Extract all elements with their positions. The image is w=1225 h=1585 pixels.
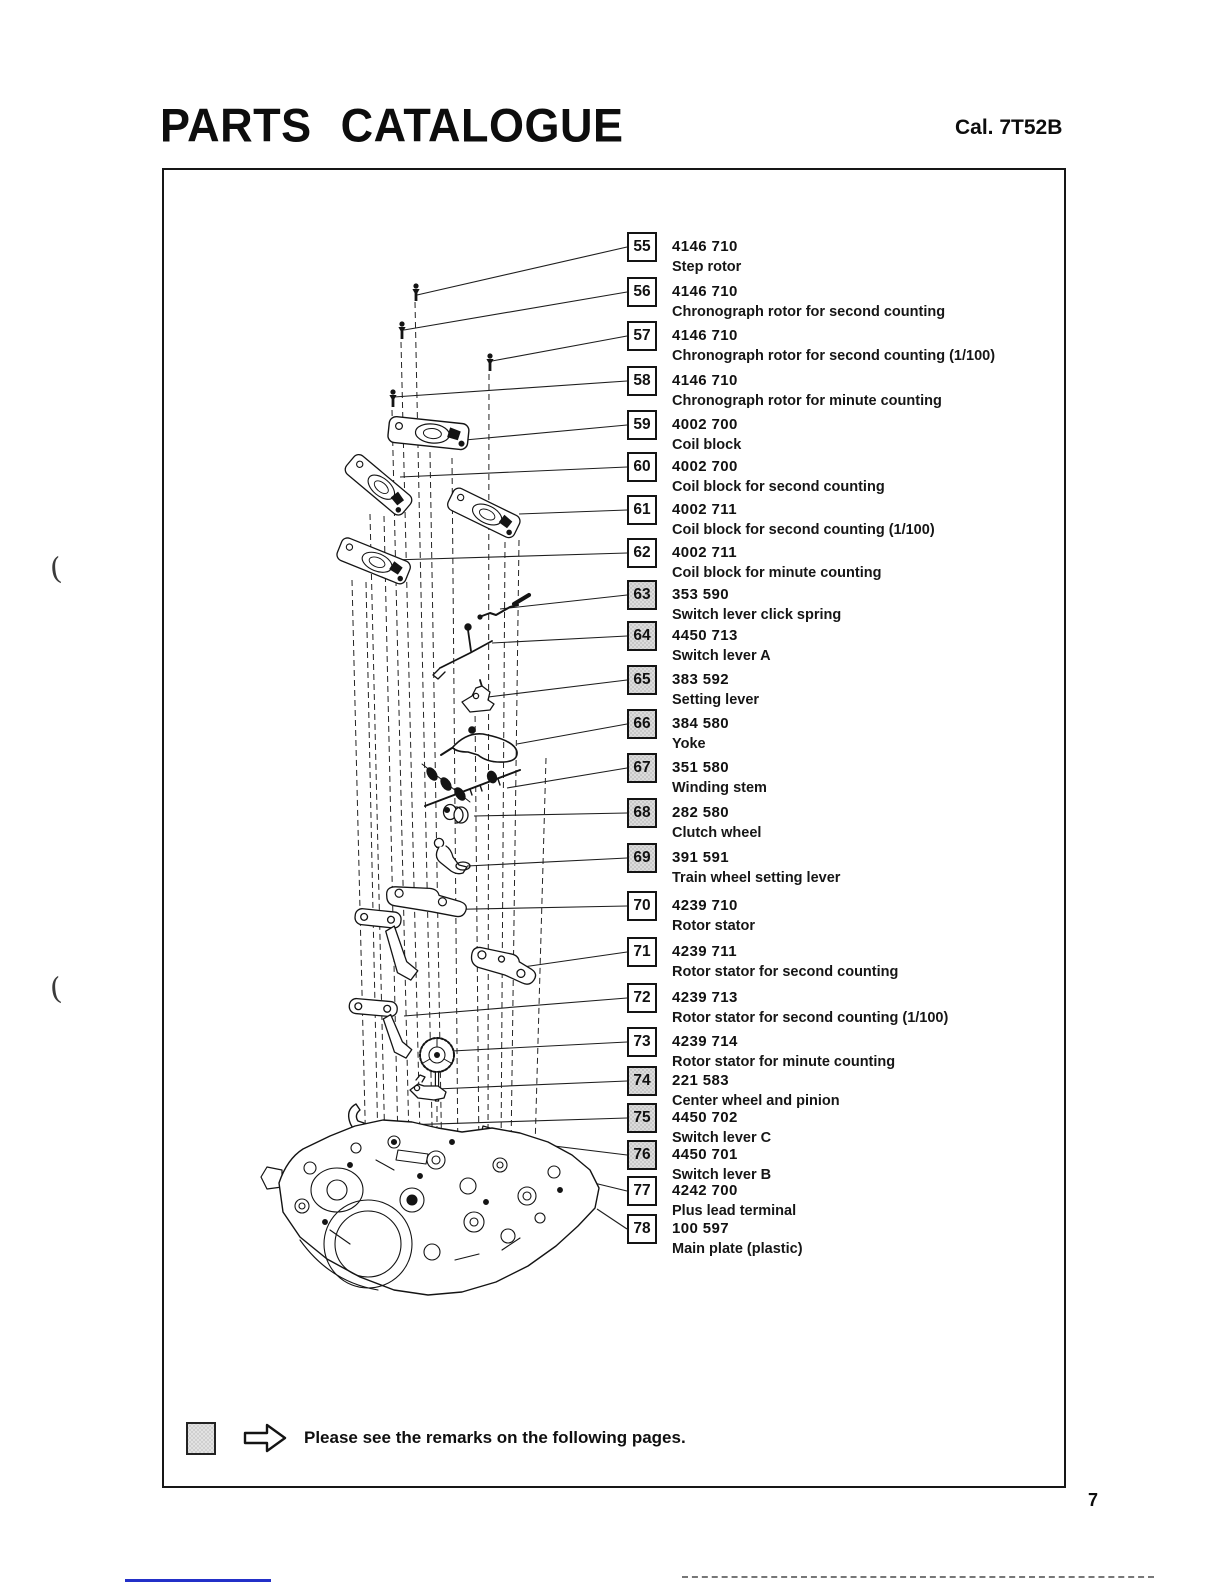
part-number: 4239 710 bbox=[672, 897, 738, 914]
part-number: 4242 700 bbox=[672, 1182, 738, 1199]
part-number: 4450 702 bbox=[672, 1109, 738, 1126]
part-number: 384 580 bbox=[672, 715, 730, 732]
page-number: 7 bbox=[1088, 1490, 1099, 1510]
part-ref-box: 76 bbox=[627, 1140, 657, 1170]
part-entry bbox=[672, 325, 995, 367]
part-name: Chronograph rotor for minute counting bbox=[672, 393, 942, 409]
part-ref-box: 69 bbox=[627, 843, 657, 873]
part-ref-box: 74 bbox=[627, 1066, 657, 1096]
part-ref-box: 64 bbox=[627, 621, 657, 651]
part-entry bbox=[672, 584, 841, 626]
part-name: Coil block for minute counting bbox=[672, 565, 882, 581]
part-number: 4002 711 bbox=[672, 501, 737, 518]
part-ref-box: 67 bbox=[627, 753, 657, 783]
part-ref-box: 58 bbox=[627, 366, 657, 396]
part-entry bbox=[672, 847, 840, 889]
part-name: Rotor stator bbox=[672, 918, 755, 934]
part-entry bbox=[672, 1107, 771, 1149]
part-ref-box: 57 bbox=[627, 321, 657, 351]
part-number: 4146 710 bbox=[672, 327, 738, 344]
part-entry bbox=[672, 757, 767, 799]
part-entry bbox=[672, 1180, 796, 1222]
part-ref-box: 70 bbox=[627, 891, 657, 921]
caliber-label: Cal. 7T52B bbox=[955, 116, 1063, 139]
part-name: Rotor stator for second counting bbox=[672, 964, 899, 980]
part-entry bbox=[672, 456, 885, 498]
part-name: Switch lever C bbox=[672, 1130, 772, 1146]
part-number: 4002 700 bbox=[672, 458, 738, 475]
part-number: 100 597 bbox=[672, 1220, 730, 1237]
part-ref-box: 72 bbox=[627, 983, 657, 1013]
part-name: Coil block for second counting bbox=[672, 479, 885, 495]
part-ref-box: 60 bbox=[627, 452, 657, 482]
part-ref-box: 77 bbox=[627, 1176, 657, 1206]
part-name: Setting lever bbox=[672, 692, 760, 708]
part-entry bbox=[672, 669, 759, 711]
part-ref-box: 59 bbox=[627, 410, 657, 440]
page-title: PARTS CATALOGUE bbox=[160, 98, 624, 153]
part-ref-box: 66 bbox=[627, 709, 657, 739]
part-ref-box: 73 bbox=[627, 1027, 657, 1057]
part-ref-box: 63 bbox=[627, 580, 657, 610]
part-number: 383 592 bbox=[672, 671, 730, 688]
part-number: 4450 701 bbox=[672, 1146, 738, 1163]
part-name: Step rotor bbox=[672, 259, 742, 275]
part-entry bbox=[672, 941, 898, 983]
part-name: Center wheel and pinion bbox=[672, 1093, 840, 1109]
arrow-right-icon bbox=[242, 1422, 288, 1454]
part-ref-box: 55 bbox=[627, 232, 657, 262]
part-name: Train wheel setting lever bbox=[672, 870, 841, 886]
part-name: Chronograph rotor for second counting bbox=[672, 304, 946, 320]
part-number: 4239 711 bbox=[672, 943, 737, 960]
part-name: Plus lead terminal bbox=[672, 1203, 797, 1219]
scan-artifact-blue-line bbox=[125, 1579, 271, 1582]
part-name: Main plate (plastic) bbox=[672, 1241, 803, 1257]
part-number: 221 583 bbox=[672, 1072, 730, 1089]
part-number: 282 580 bbox=[672, 804, 730, 821]
part-number: 353 590 bbox=[672, 586, 730, 603]
part-entry bbox=[672, 802, 761, 844]
part-ref-box: 61 bbox=[627, 495, 657, 525]
part-name: Switch lever B bbox=[672, 1167, 772, 1183]
part-entry bbox=[672, 370, 942, 412]
legend-text: Please see the remarks on the following pages. bbox=[304, 1428, 686, 1447]
part-name: Switch lever click spring bbox=[672, 607, 842, 623]
part-number: 4239 713 bbox=[672, 989, 738, 1006]
scan-artifact-dashes bbox=[682, 1576, 1154, 1578]
remarks-legend bbox=[186, 1418, 686, 1458]
part-entry bbox=[672, 895, 755, 937]
part-name: Clutch wheel bbox=[672, 825, 762, 841]
part-name: Switch lever A bbox=[672, 648, 771, 664]
part-name: Yoke bbox=[672, 736, 706, 752]
part-name: Coil block for second counting (1/100) bbox=[672, 522, 935, 538]
part-number: 4146 710 bbox=[672, 372, 738, 389]
part-name: Coil block bbox=[672, 437, 742, 453]
part-entry bbox=[672, 987, 948, 1029]
part-ref-box: 75 bbox=[627, 1103, 657, 1133]
part-entry bbox=[672, 1031, 895, 1073]
part-entry bbox=[672, 281, 945, 323]
part-entry bbox=[672, 414, 741, 456]
part-number: 4002 700 bbox=[672, 416, 738, 433]
part-entry bbox=[672, 713, 729, 755]
part-name: Winding stem bbox=[672, 780, 767, 796]
part-name: Chronograph rotor for second counting (1/100) bbox=[672, 348, 996, 364]
part-name: Rotor stator for second counting (1/100) bbox=[672, 1010, 949, 1026]
part-number: 4146 710 bbox=[672, 238, 738, 255]
part-number: 4239 714 bbox=[672, 1033, 738, 1050]
part-number: 391 591 bbox=[672, 849, 730, 866]
part-entry bbox=[672, 1218, 803, 1260]
part-ref-box: 71 bbox=[627, 937, 657, 967]
part-number: 4450 713 bbox=[672, 627, 738, 644]
part-number: 351 580 bbox=[672, 759, 730, 776]
part-ref-box: 65 bbox=[627, 665, 657, 695]
shaded-box-icon bbox=[186, 1422, 216, 1455]
part-ref-box: 78 bbox=[627, 1214, 657, 1244]
part-name: Rotor stator for minute counting bbox=[672, 1054, 896, 1070]
part-ref-box: 68 bbox=[627, 798, 657, 828]
part-entry bbox=[672, 1070, 840, 1112]
part-number: 4146 710 bbox=[672, 283, 738, 300]
scan-artifact-paren: ( bbox=[48, 551, 64, 588]
part-entry bbox=[672, 625, 771, 667]
part-ref-box: 62 bbox=[627, 538, 657, 568]
part-entry bbox=[672, 499, 935, 541]
part-number: 4002 711 bbox=[672, 544, 737, 561]
part-entry bbox=[672, 236, 741, 278]
part-ref-box: 56 bbox=[627, 277, 657, 307]
scan-artifact-paren: ( bbox=[48, 971, 64, 1008]
part-entry bbox=[672, 542, 881, 584]
